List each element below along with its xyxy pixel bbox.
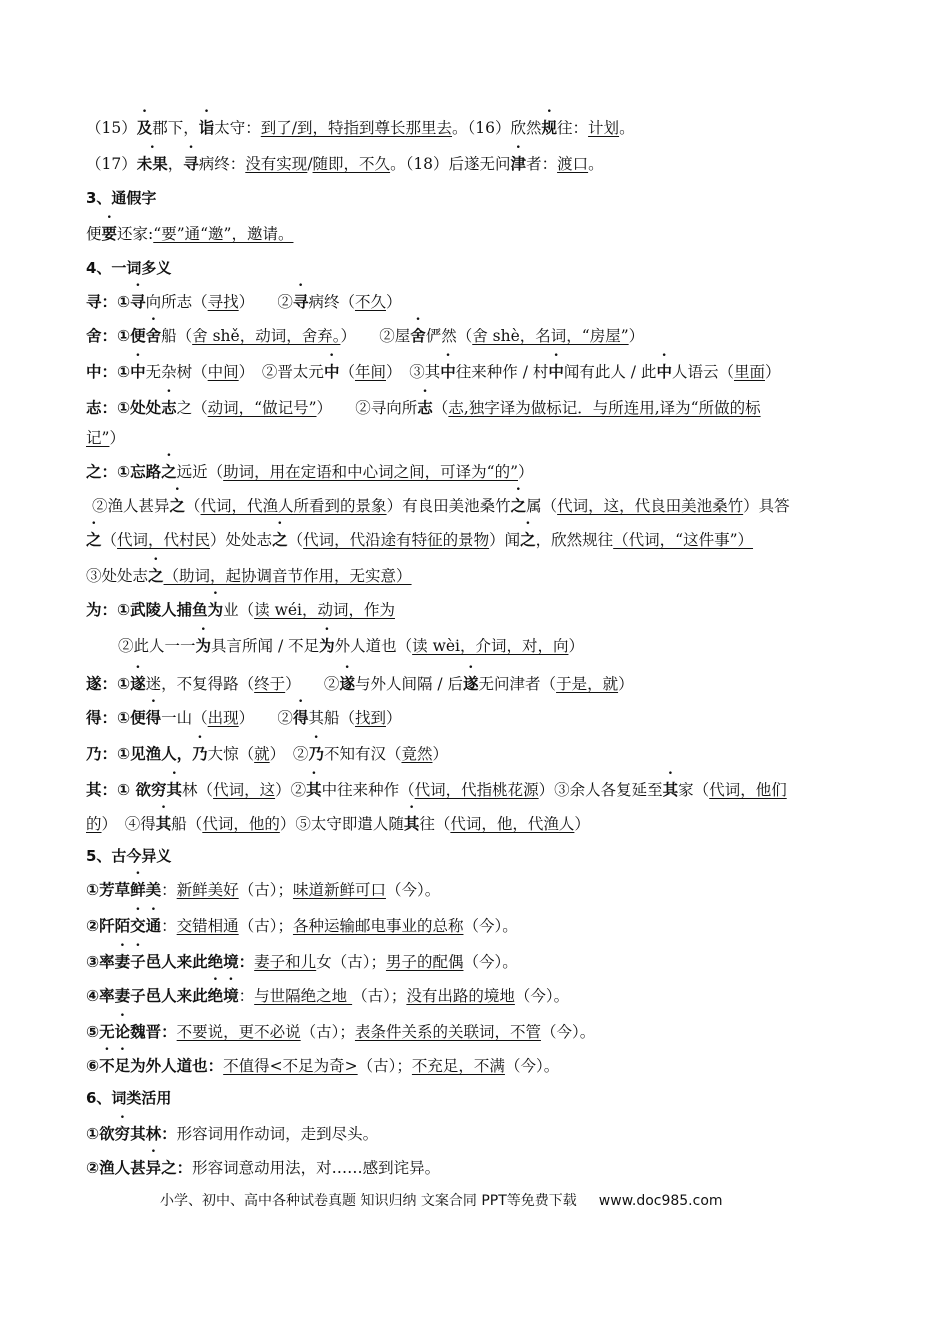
key-char: 交 xyxy=(130,917,146,935)
text: 病终： xyxy=(198,155,246,173)
entry-head: ④率妻子邑人来此 xyxy=(86,987,208,1005)
key-char: 中 xyxy=(440,363,456,381)
answer: 舍 shě，动词，舍弃。 xyxy=(192,327,341,345)
answer: 各种运输邮电事业的总称 xyxy=(292,917,464,935)
entry-head: 为外人道也： xyxy=(130,1057,224,1075)
line-gujin-4 xyxy=(86,986,569,1006)
key-char: 通 xyxy=(145,917,162,935)
key-char: 其 xyxy=(403,815,420,833)
text: ） ② xyxy=(285,675,340,693)
line-tongjia xyxy=(86,224,293,244)
text: （古）； xyxy=(357,1057,412,1075)
key-char: 之 xyxy=(86,531,102,549)
entry-head: ⑥ xyxy=(86,1057,100,1075)
answer: 读 wéi，动词，作为 xyxy=(254,601,395,619)
entry-head: ②阡陌 xyxy=(86,917,131,935)
key-char: 中 xyxy=(548,363,564,381)
key-char: 为 xyxy=(319,637,335,655)
text: （今）。 xyxy=(385,881,441,899)
entry-head: 得：①便 xyxy=(86,709,146,727)
key-char: 不 xyxy=(99,1057,115,1075)
text: 与外人间隔 / 后 xyxy=(354,675,464,693)
key-char: 及 xyxy=(136,119,153,137)
text: 形容词用作动词，走到尽头。 xyxy=(176,1125,379,1143)
answer: 找到 xyxy=(354,709,386,727)
text: ） ② xyxy=(269,745,309,763)
section-heading-5: 5、古今异义 xyxy=(86,847,172,865)
text: （ xyxy=(185,497,201,515)
key-char: 寻 xyxy=(292,293,309,311)
text: 船（ xyxy=(161,327,193,345)
text: （ xyxy=(339,363,355,381)
text: （古）； xyxy=(238,917,293,935)
text: 远近（ xyxy=(176,463,224,481)
text: 往（ xyxy=(419,815,451,833)
answer: 志,独字译为做标记．与所连用,译为“所做的标 xyxy=(448,399,761,417)
key-char: 乃 xyxy=(192,745,208,763)
text: / xyxy=(307,155,313,173)
answer: 代词，代指桃花源 xyxy=(414,781,539,799)
text: （古）； xyxy=(300,1023,355,1041)
text: 外人道也（ xyxy=(334,637,413,655)
text: （今）。 xyxy=(463,917,518,935)
answer: “要”通“邀”，邀请。 xyxy=(153,225,294,243)
entry-head: ③率 xyxy=(86,953,115,971)
key-char: 志 xyxy=(161,399,177,417)
text: 。（18）后遂无问 xyxy=(390,155,511,173)
line-gujin-6 xyxy=(86,1056,559,1076)
entry-head: 志：①处处 xyxy=(86,399,162,417)
text: 其船（ xyxy=(308,709,355,727)
answer: 舍 shè，名词，“房屋” xyxy=(472,327,629,345)
key-char: 中 xyxy=(323,363,340,381)
key-char: 之 xyxy=(161,463,177,481)
text: ） ②晋太元 xyxy=(238,363,324,381)
key-char: 其 xyxy=(155,815,172,833)
text: 还家: xyxy=(117,225,154,243)
entry-head: 之：①忘路 xyxy=(86,463,162,481)
text: ： xyxy=(238,987,255,1005)
key-char: 为 xyxy=(207,601,224,619)
text: ③处处志 xyxy=(86,567,149,585)
line-zhi xyxy=(86,398,761,418)
key-char: 中 xyxy=(130,363,146,381)
line-zhong xyxy=(86,362,781,382)
answer: 没有实现 xyxy=(245,155,308,173)
answer: 到了/到，特指到尊长那里去 xyxy=(260,119,453,137)
text: ： xyxy=(161,881,177,899)
entry-head: ②渔人甚 xyxy=(86,1159,146,1177)
line-de xyxy=(86,708,402,728)
key-char: 鲜 xyxy=(130,881,146,899)
text: ） xyxy=(385,709,402,727)
text: ） xyxy=(568,637,584,655)
answer: 代词，这 xyxy=(213,781,276,799)
answer: 妻子和儿 xyxy=(254,953,317,971)
answer: 计划 xyxy=(588,119,620,137)
entry-head: 美 xyxy=(145,881,162,899)
text: 不知有汉（ xyxy=(323,745,402,763)
key-char: 境 xyxy=(223,987,239,1005)
answer: 随即，不久 xyxy=(312,155,391,173)
answer: （助词，起协调音节作用，无实意） xyxy=(163,567,412,585)
text: 大惊（ xyxy=(207,745,255,763)
key-char: 足 xyxy=(114,1057,131,1075)
text: ）具答 xyxy=(743,497,790,515)
text: ） ④得 xyxy=(101,815,156,833)
answer: 不值得<不足为奇> xyxy=(223,1057,358,1075)
text: 林（ xyxy=(182,781,214,799)
answer: 代词，他们 xyxy=(709,781,787,799)
answer: 出现 xyxy=(207,709,239,727)
line-wei-2 xyxy=(118,636,584,656)
text: 业（ xyxy=(223,601,255,619)
text: 。 xyxy=(588,155,604,173)
text: 女（古）； xyxy=(316,953,386,971)
text: ②此人一一 xyxy=(118,637,196,655)
text: ） xyxy=(618,675,634,693)
key-char: 异 xyxy=(145,1159,162,1177)
line-gujin-5 xyxy=(86,1022,595,1042)
answer: 中间 xyxy=(207,363,239,381)
text: ）⑤太守即遣人随 xyxy=(279,815,404,833)
entry-head: 其：① 欲穷 xyxy=(86,781,167,799)
text: 无杂树（ xyxy=(145,363,208,381)
key-char: 之 xyxy=(169,497,186,515)
key-char: 要 xyxy=(101,225,118,243)
text: 往： xyxy=(557,119,589,137)
answer: 读 wèi，介词，对，向 xyxy=(412,637,569,655)
footer-link[interactable]: www.doc985.com xyxy=(598,1193,723,1209)
line-zhi-z1 xyxy=(86,462,534,482)
entry-head: 邑人来此绝境： xyxy=(145,953,255,971)
answer: 男子的配偶 xyxy=(385,953,464,971)
text: ） xyxy=(764,363,781,381)
text: 郡下， xyxy=(152,119,199,137)
key-char: 为 xyxy=(195,637,212,655)
text: ： xyxy=(161,917,177,935)
text: ）② xyxy=(275,781,307,799)
text: （ xyxy=(287,531,304,549)
line-cilei-2 xyxy=(86,1158,440,1178)
entry-head: 为：①武陵人捕鱼 xyxy=(86,601,208,619)
answer: 代词，代渔人所看到的景象 xyxy=(200,497,387,515)
text: 便 xyxy=(86,225,102,243)
text: （古）； xyxy=(352,987,407,1005)
text: ） xyxy=(518,463,534,481)
key-char: 得 xyxy=(145,709,162,727)
line-gujin-1 xyxy=(86,880,440,900)
line-15-16 xyxy=(86,118,635,138)
key-char: 遂 xyxy=(130,675,146,693)
text: 闻有此人 / 此 xyxy=(563,363,657,381)
answer: 就 xyxy=(254,745,270,763)
text: ） xyxy=(109,429,125,447)
answer: 新鲜美好 xyxy=(176,881,239,899)
answer: 寻找 xyxy=(207,293,239,311)
entry-head: 其林： xyxy=(130,1125,177,1143)
text: 迷，不复得路（ xyxy=(145,675,255,693)
text: ）有良田美池桑竹 xyxy=(386,497,511,515)
text: 家（ xyxy=(678,781,710,799)
text: 俨然（ xyxy=(425,327,473,345)
key-char: 之 xyxy=(148,567,164,585)
line-qi-2 xyxy=(86,814,590,834)
key-char: 中 xyxy=(656,363,672,381)
page-footer xyxy=(160,1190,723,1210)
key-char: 绝 xyxy=(207,987,224,1005)
answer: 不久 xyxy=(354,293,386,311)
text: ）处处志 xyxy=(210,531,273,549)
key-char: 寻 xyxy=(183,155,199,173)
line-she xyxy=(86,326,644,346)
answer: 终于 xyxy=(254,675,286,693)
entry-head: 乃：①见渔人， xyxy=(86,745,193,763)
key-char: 诣 xyxy=(198,119,215,137)
answer: 代词，代村民 xyxy=(117,531,211,549)
text: 。 xyxy=(619,119,635,137)
entry-head: 中：① xyxy=(86,363,131,381)
entry-head: 舍：①便 xyxy=(86,327,146,345)
answer: 记” xyxy=(86,429,110,447)
entry-head: 之： xyxy=(161,1159,193,1177)
key-char: 津 xyxy=(510,155,527,173)
answer: 代词，他，代渔人 xyxy=(450,815,575,833)
line-gujin-3 xyxy=(86,952,518,972)
text: 人语云（ xyxy=(671,363,734,381)
footer-text: 小学、初中、高中各种试卷真题 知识归纳 文案合同 PPT等免费下载 xyxy=(160,1193,577,1209)
text: （古）； xyxy=(238,881,293,899)
entry-head: 寻：① xyxy=(86,293,131,311)
text: （ xyxy=(101,531,118,549)
text: 往来种作 / 村 xyxy=(455,363,549,381)
section-heading-4: 4、一词多义 xyxy=(86,259,172,277)
key-char: 遂 xyxy=(463,675,479,693)
answer: 没有出路的境地 xyxy=(406,987,515,1005)
line-zhi-z2 xyxy=(92,496,790,516)
key-char: 论 xyxy=(114,1023,131,1041)
line-wei-1 xyxy=(86,600,395,620)
answer: （代词，“这件事”） xyxy=(613,531,754,549)
text: （17） xyxy=(86,155,137,173)
key-char: 其 xyxy=(166,781,183,799)
key-char: 志 xyxy=(417,399,433,417)
line-gujin-2 xyxy=(86,916,518,936)
answer: 助词，用在定语和中心词之间，可译为“的” xyxy=(223,463,519,481)
key-char: 子 xyxy=(130,953,146,971)
answer: 渡口 xyxy=(557,155,589,173)
key-char: 舍 xyxy=(145,327,162,345)
answer: 竟然 xyxy=(401,745,433,763)
text: 者： xyxy=(526,155,558,173)
text: （今）。 xyxy=(504,1057,560,1075)
line-17-18 xyxy=(86,154,604,174)
text: 具言所闻 / 不足 xyxy=(211,637,320,655)
key-char: 得 xyxy=(292,709,309,727)
text: 病终（ xyxy=(308,293,355,311)
answer: 里面 xyxy=(733,363,765,381)
answer: 交错相通 xyxy=(176,917,239,935)
text: ）③余人各复延至 xyxy=(538,781,663,799)
text: 一山（ xyxy=(161,709,208,727)
line-cilei-1 xyxy=(86,1124,378,1144)
answer: 不要说，更不必说 xyxy=(176,1023,301,1041)
answer: 味道新鲜可口 xyxy=(292,881,386,899)
entry-head: 魏晋： xyxy=(130,1023,177,1041)
line-xun xyxy=(86,292,402,312)
text: 属（ xyxy=(526,497,558,515)
line-zhi-z4 xyxy=(86,566,412,586)
key-char: 规 xyxy=(541,119,558,137)
answer: 动词，“做记号” xyxy=(207,399,317,417)
text: ） ②屋 xyxy=(340,327,411,345)
line-zhi-z3 xyxy=(86,530,753,550)
text: ） xyxy=(432,745,448,763)
section-heading-6: 6、词类活用 xyxy=(86,1089,172,1107)
text: ） xyxy=(385,293,402,311)
line-zhi-cont xyxy=(86,428,125,448)
text: ） xyxy=(628,327,645,345)
answer: 代词，这，代良田美池桑竹 xyxy=(557,497,744,515)
text: 之（ xyxy=(176,399,208,417)
text: ） ②寻向所 xyxy=(316,399,418,417)
key-char: 之 xyxy=(520,531,536,549)
line-qi-1 xyxy=(86,780,787,800)
answer: 的 xyxy=(86,815,102,833)
key-char: 乃 xyxy=(308,745,324,763)
text: 向所志（ xyxy=(145,293,208,311)
section-heading-3: 3、通假字 xyxy=(86,189,157,207)
text: ②渔人甚异 xyxy=(92,497,170,515)
text: （ xyxy=(432,399,449,417)
text: ） ③其 xyxy=(385,363,441,381)
text: 中往来种作（ xyxy=(321,781,415,799)
text: 。（16）欣然 xyxy=(452,119,542,137)
text: ） xyxy=(574,815,590,833)
answer: 代词，他的 xyxy=(202,815,280,833)
text: （今）。 xyxy=(514,987,570,1005)
key-char: 寻 xyxy=(130,293,146,311)
answer: 代词，代沿途有特征的景物 xyxy=(303,531,490,549)
text: 无问津者（ xyxy=(478,675,557,693)
entry-head: ①芳草 xyxy=(86,881,131,899)
text: 形容词意动用法，对……感到诧异。 xyxy=(192,1159,441,1177)
text: 太守： xyxy=(214,119,261,137)
text: ，欣然规往 xyxy=(535,531,614,549)
key-char: 遂 xyxy=(339,675,355,693)
answer: 年间 xyxy=(354,363,386,381)
key-char: 其 xyxy=(662,781,679,799)
text: ） ② xyxy=(238,293,293,311)
answer: 与世隔绝之地 xyxy=(254,987,353,1005)
key-char: 其 xyxy=(306,781,322,799)
text: （今）。 xyxy=(463,953,518,971)
key-char: 之 xyxy=(510,497,527,515)
line-nai xyxy=(86,744,448,764)
line-sui xyxy=(86,674,634,694)
key-char: 妻 xyxy=(114,953,131,971)
key-char: 舍 xyxy=(410,327,426,345)
text: 船（ xyxy=(171,815,203,833)
entry-head: 遂：① xyxy=(86,675,131,693)
text: ） ② xyxy=(238,709,293,727)
answer: 不充足，不满 xyxy=(411,1057,505,1075)
text: ， xyxy=(167,155,184,173)
key-char: 之 xyxy=(272,531,288,549)
key-char: 穷 xyxy=(114,1125,131,1143)
entry-head: ⑤无 xyxy=(86,1023,115,1041)
answer: 于是，就 xyxy=(556,675,619,693)
key-char: 未果 xyxy=(136,155,168,173)
text: ）闻 xyxy=(489,531,521,549)
text: （今）。 xyxy=(540,1023,596,1041)
text: （15） xyxy=(86,119,137,137)
entry-head: ①欲 xyxy=(86,1125,115,1143)
answer: 表条件关系的关联词，不管 xyxy=(354,1023,541,1041)
